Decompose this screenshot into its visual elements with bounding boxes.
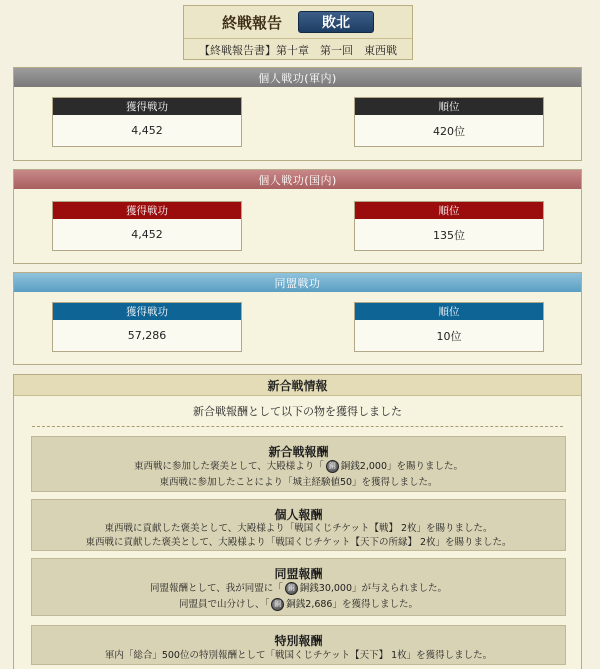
merit-box (52, 201, 242, 251)
coin-icon: 銅 (285, 582, 298, 595)
merit-value: 4,452 (131, 124, 163, 137)
section-alliance (13, 272, 582, 365)
battle-report-header (183, 5, 413, 60)
merit-label: 獲得戦功 (53, 98, 241, 115)
reward-line (32, 581, 565, 597)
reward-block-alliance (31, 558, 566, 616)
reward-text: 銅銭2,686」を獲得しました。 (286, 599, 418, 610)
rank-value: 420位 (433, 124, 465, 138)
header-title-row (184, 6, 412, 39)
reward-line: 東西戦に参加したことにより「城主経験値50」を獲得しました。 (159, 477, 438, 488)
section-heading: 同盟戦功 (14, 273, 581, 292)
reward-title: 個人報酬 (274, 508, 323, 522)
result-badge: 敗北 (298, 11, 374, 33)
rank-label: 順位 (355, 303, 543, 320)
section-heading: 個人戦功(軍内) (14, 68, 581, 87)
rank-value: 135位 (433, 228, 465, 242)
reward-title: 同盟報酬 (274, 567, 323, 581)
reward-title: 特別報酬 (274, 634, 323, 648)
coin-icon: 銅 (326, 460, 339, 473)
section-heading: 個人戦功(国内) (14, 170, 581, 189)
rank-box (354, 201, 544, 251)
dotted-divider (32, 426, 563, 427)
merit-box (52, 97, 242, 147)
reward-text: 銅銭2,000」を賜りました。 (340, 461, 463, 472)
merit-value: 4,452 (131, 228, 163, 241)
rank-value: 10位 (436, 329, 462, 343)
section-battle-info (13, 374, 582, 669)
battle-info-intro: 新合戦報酬として以下の物を獲得しました (193, 405, 402, 418)
merit-box (52, 302, 242, 352)
reward-line (32, 459, 565, 475)
report-subtitle: 【終戦報告書】第十章 第一回 東西戦 (199, 43, 397, 57)
report-title: 終戦報告 (221, 13, 282, 32)
rank-box (354, 97, 544, 147)
merit-value: 57,286 (127, 329, 167, 342)
rank-box (354, 302, 544, 352)
rank-label: 順位 (355, 98, 543, 115)
reward-text: 銅銭30,000」が与えられました。 (299, 583, 448, 594)
reward-line (32, 597, 565, 613)
section-personal-army (13, 67, 582, 161)
merit-label: 獲得戦功 (53, 202, 241, 219)
reward-line: 軍内「総合」500位の特別報酬として「戦国くじチケット【天下】 1枚」を獲得しました。 (104, 650, 493, 661)
reward-text: 同盟報酬として、我が同盟に「 (149, 583, 283, 594)
coin-icon: 銅 (271, 598, 284, 611)
reward-block-battle (31, 436, 566, 492)
reward-block-special (31, 625, 566, 665)
section-personal-country (13, 169, 582, 264)
reward-block-personal (31, 499, 566, 551)
rank-label: 順位 (355, 202, 543, 219)
reward-line: 東西戦に貢献した褒美として、大殿様より「戦国くじチケット【天下の所縁】 2枚」を賜りました。 (85, 537, 512, 548)
reward-line: 東西戦に貢献した褒美として、大殿様より「戦国くじチケット【戦】 2枚」を賜りました。 (104, 523, 493, 534)
merit-label: 獲得戦功 (53, 303, 241, 320)
reward-title: 新合戦報酬 (268, 445, 329, 459)
reward-text: 東西戦に参加した褒美として、大殿様より「 (133, 461, 324, 472)
reward-text: 同盟員で山分けし、「 (179, 599, 270, 610)
battle-info-heading: 新合戦情報 (14, 375, 581, 396)
